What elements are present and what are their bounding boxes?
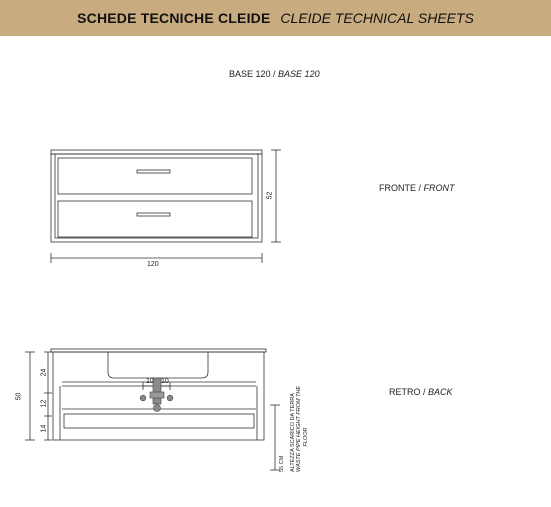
pipe-offset-right: 10 xyxy=(161,378,169,385)
back-basin xyxy=(108,352,208,378)
pipe-height-note xyxy=(279,386,309,472)
front-width-dim: 120 xyxy=(147,261,159,268)
front-label-it: FRONTE xyxy=(379,183,416,193)
front-drawer-bottom xyxy=(58,201,252,237)
pipe-height-value: 55 CM xyxy=(279,455,285,472)
pipe-height-note-en-2: FLOOR xyxy=(302,427,309,447)
back-top-panel xyxy=(51,349,266,352)
front-height-dim: 52 xyxy=(266,191,274,200)
back-height-dim: 50 xyxy=(15,392,23,401)
front-cabinet-outline xyxy=(51,154,262,242)
front-cabinet-inner xyxy=(55,154,258,238)
front-drawer-top xyxy=(58,158,252,194)
back-drawer-slot xyxy=(64,414,254,428)
back-dim-top: 24 xyxy=(40,368,48,377)
back-label: RETRO / BACK xyxy=(389,387,453,397)
front-handle-top xyxy=(137,170,170,173)
back-dim-bottom: 14 xyxy=(40,424,48,433)
back-dim-mid: 12 xyxy=(40,399,48,408)
pipe-height-note-it: ALTEZZA SCARICO DA TERRA xyxy=(289,393,296,472)
front-handle-bottom xyxy=(137,213,170,216)
header-title-en: CLEIDE TECHNICAL SHEETS xyxy=(280,10,474,26)
front-label-en: FRONT xyxy=(423,183,455,193)
header-title-it: SCHEDE TECNICHE CLEIDE xyxy=(77,10,271,26)
base-label: BASE 120 / BASE 120 xyxy=(229,69,320,79)
back-label-en: BACK xyxy=(428,387,453,397)
front-label: FRONTE / FRONT xyxy=(379,183,455,193)
front-top-panel xyxy=(51,150,262,154)
base-label-en: BASE 120 xyxy=(278,69,320,79)
back-label-it: RETRO xyxy=(389,387,421,397)
pipe-offset-left: 10 xyxy=(146,378,154,385)
pipe-height-note-en-1: WASTE PIPE HEIGHT FROM THE xyxy=(296,385,302,472)
base-label-it: BASE 120 xyxy=(229,69,271,79)
